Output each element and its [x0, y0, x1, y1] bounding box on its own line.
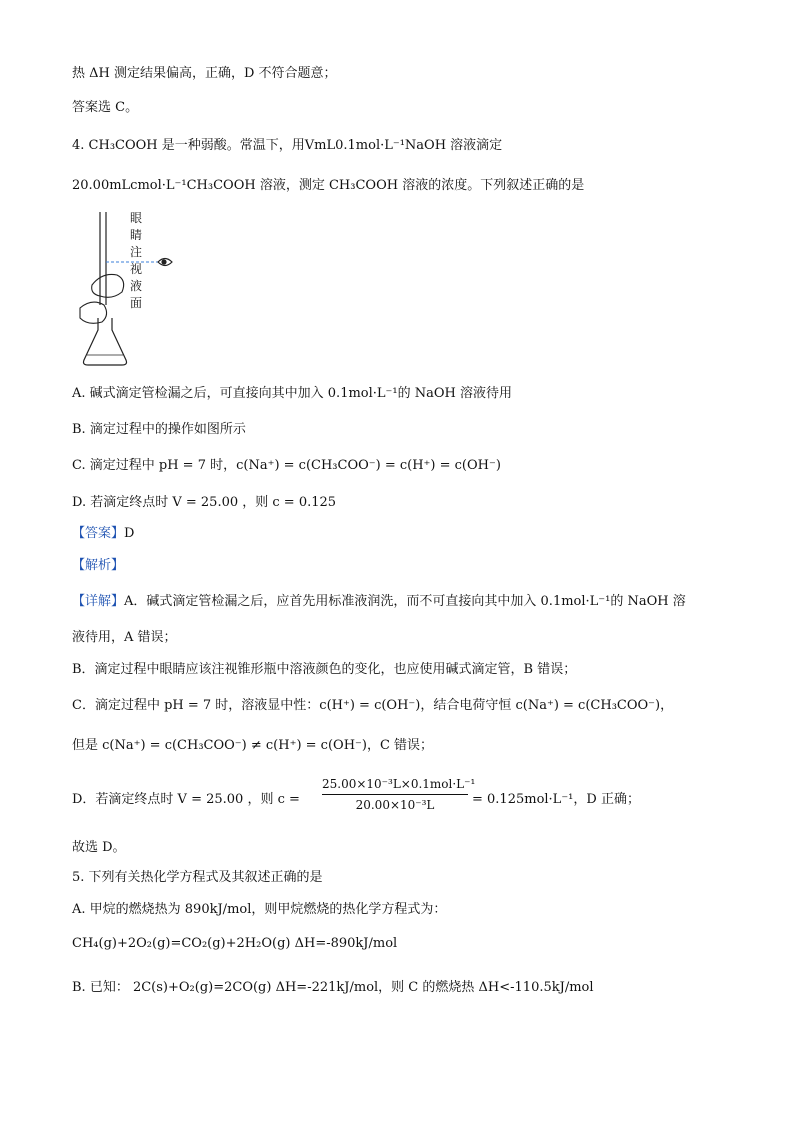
fraction — [322, 776, 476, 813]
detail-text: A．碱式滴定管检漏之后，应首先用标准液润洗，而不可直接向其中加入 0.1mol·L⁻¹的 NaOH 溶 — [124, 594, 686, 609]
text-line: 答案选 C。 — [72, 100, 139, 115]
option-c: C. 滴定过程中 pH = 7 时，c(Na⁺) = c(CH₃COO⁻) = c(H⁺) = c(OH⁻) — [72, 458, 501, 473]
answer-line — [72, 524, 134, 544]
option-d: D. 若滴定终点时 V = 25.00 ，则 c = 0.125 — [72, 495, 337, 510]
detail-line: 液待用，A 错误； — [72, 630, 177, 645]
titration-drawing — [72, 210, 182, 370]
option-b: B. 滴定过程中的操作如图所示 — [72, 422, 246, 437]
question-4-stem-cont: 20.00mLcmol·L⁻¹CH₃COOH 溶液，测定 CH₃COOH 溶液的浓度。下列叙述正确的是 — [72, 178, 585, 193]
detail-line: 但是 c(Na⁺) = c(CH₃COO⁻) ≠ c(H⁺) = c(OH⁻)，C 错误； — [72, 738, 434, 753]
figure-label-line: 视液面 — [130, 262, 143, 310]
detail-line — [72, 592, 686, 612]
detail-line: 故选 D。 — [72, 840, 126, 855]
detail-tag: 【详解】 — [72, 594, 125, 609]
question-5-stem: 5. 下列有关热化学方程式及其叙述正确的是 — [72, 870, 323, 885]
fraction-numerator: 25.00×10⁻³L×0.1mol·L⁻¹ — [322, 777, 476, 791]
q5-option-a-equation: CH₄(g)+2O₂(g)=CO₂(g)+2H₂O(g) ΔH=-890kJ/mol — [72, 936, 398, 951]
detail-line-d-prefix: D．若滴定终点时 V = 25.00 ，则 c = — [72, 792, 300, 807]
q5-option-a: A. 甲烷的燃烧热为 890kJ/mol，则甲烷燃烧的热化学方程式为： — [72, 902, 447, 917]
question-4-stem: 4. CH₃COOH 是一种弱酸。常温下，用VmL0.1mol·L⁻¹NaOH 溶液滴定 — [72, 138, 503, 153]
explanation-tag: 【解析】 — [72, 558, 125, 573]
detail-line-d-suffix: = 0.125mol·L⁻¹，D 正确； — [472, 792, 640, 807]
answer-tag: 【答案】 — [72, 526, 125, 541]
detail-line: B．滴定过程中眼睛应该注视锥形瓶中溶液颜色的变化，也应使用碱式滴定管，B 错误； — [72, 662, 577, 677]
q5-option-b: B. 已知： 2C(s)+O₂(g)=2CO(g) ΔH=-221kJ/mol，则 C 的燃烧热 ΔH<-110.5kJ/mol — [72, 980, 594, 995]
option-a: A. 碱式滴定管检漏之后，可直接向其中加入 0.1mol·L⁻¹的 NaOH 溶液待用 — [72, 386, 512, 401]
detail-line: C．滴定过程中 pH = 7 时，溶液显中性：c(H⁺) = c(OH⁻)，结合电荷守恒 c(Na⁺) = c(CH₃COO⁻)， — [72, 698, 674, 713]
fraction-denominator: 20.00×10⁻³L — [355, 798, 435, 812]
answer-value: D — [124, 526, 135, 541]
figure-label-line: 眼睛注 — [130, 211, 143, 259]
text-line: 热 ΔH 测定结果偏高，正确，D 不符合题意； — [72, 66, 337, 81]
fraction-bar — [322, 794, 468, 795]
